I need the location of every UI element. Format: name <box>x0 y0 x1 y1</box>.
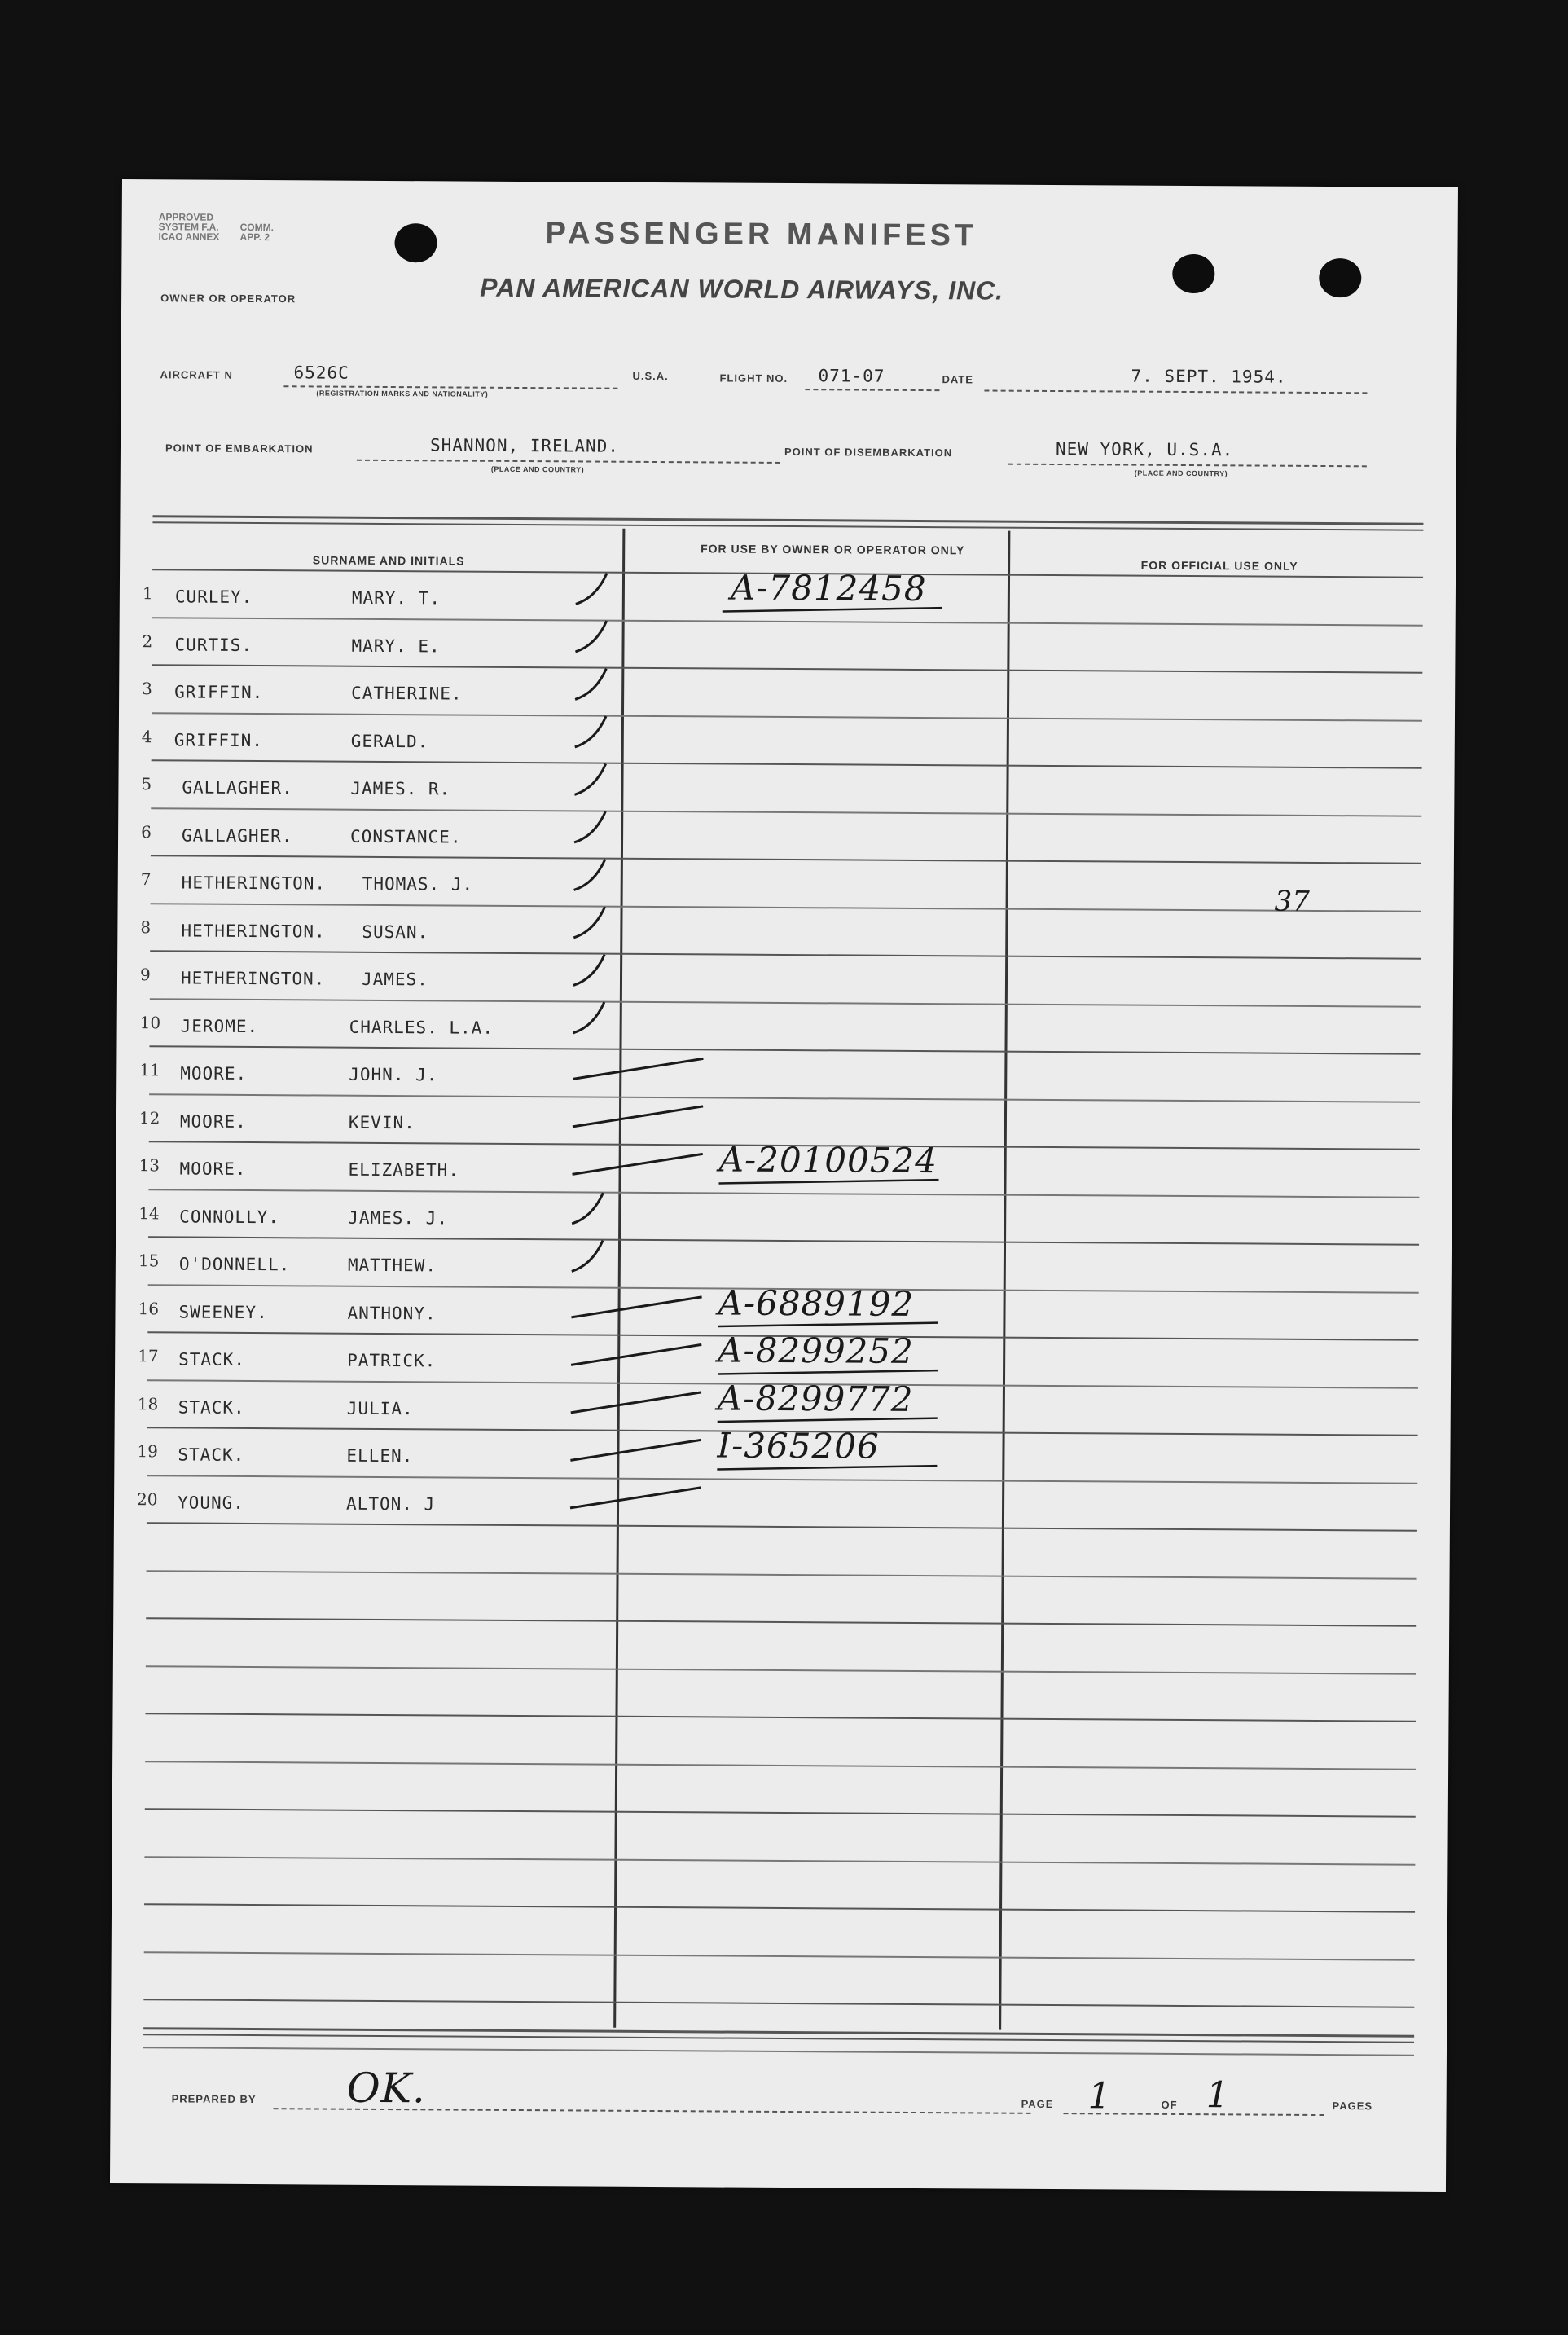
official-column-header: FOR OFFICIAL USE ONLY <box>1140 558 1298 573</box>
passenger-surname: STACK. <box>178 1349 246 1370</box>
passenger-given-names: MARY. T. <box>351 587 441 609</box>
row-number: 9 <box>139 965 151 985</box>
check-mark <box>575 716 606 747</box>
row-number: 15 <box>138 1251 160 1271</box>
passenger-surname: MOORE. <box>179 1159 247 1179</box>
embarkation-caption: (PLACE AND COUNTRY) <box>490 464 585 474</box>
passenger-surname: HETHERINGTON. <box>181 920 326 942</box>
passenger-given-names: ELLEN. <box>346 1445 414 1467</box>
passenger-surname: HETHERINGTON. <box>181 873 327 894</box>
passenger-given-names: JAMES. J. <box>348 1207 449 1228</box>
prepared-by-label: PREPARED BY <box>171 2092 257 2106</box>
row-number: 8 <box>140 917 152 937</box>
official-mark: 37 <box>1274 885 1310 918</box>
check-mark <box>573 1153 703 1175</box>
passenger-given-names: CHARLES. L.A. <box>349 1017 494 1038</box>
owner-use-note: A-8299252 <box>718 1330 914 1371</box>
embarkation-value: SHANNON, IRELAND. <box>429 435 620 456</box>
owner-use-note: A-20100524 <box>718 1139 938 1181</box>
manifest-sheet <box>110 179 1458 2192</box>
check-mark <box>573 1106 703 1128</box>
row-number: 17 <box>138 1346 159 1366</box>
page-value: 1 <box>1087 2075 1111 2117</box>
passenger-surname: STACK. <box>178 1445 245 1465</box>
flight-label: FLIGHT NO. <box>719 372 788 385</box>
note-underline <box>718 1369 938 1375</box>
passenger-surname: JEROME. <box>180 1015 259 1036</box>
passenger-surname: GALLAGHER. <box>182 777 293 798</box>
row-number: 1 <box>142 583 153 604</box>
passenger-given-names: CONSTANCE. <box>350 826 462 847</box>
owner-label: OWNER OR OPERATOR <box>160 292 296 306</box>
note-underline <box>723 607 942 613</box>
check-mark <box>573 1058 703 1080</box>
row-number: 11 <box>139 1060 160 1080</box>
passenger-given-names: JAMES. <box>361 969 428 990</box>
passenger-surname: CONNOLLY. <box>179 1206 280 1227</box>
check-mark <box>575 621 606 652</box>
passenger-given-names: PATRICK. <box>347 1350 437 1371</box>
approval-line: SYSTEM F.A. <box>158 221 219 233</box>
row-number: 16 <box>138 1298 160 1318</box>
disembarkation-label: POINT OF DISEMBARKATION <box>784 445 953 460</box>
passenger-given-names: KEVIN. <box>348 1112 415 1132</box>
owner-use-note: A-6889192 <box>718 1282 915 1324</box>
check-mark <box>570 1439 701 1461</box>
passenger-given-names: ALTON. J <box>346 1493 436 1514</box>
note-underline <box>718 1417 938 1423</box>
row-number: 20 <box>137 1489 158 1509</box>
approval-line: APPROVED <box>158 211 214 223</box>
pages-label: PAGES <box>1332 2100 1373 2113</box>
date-label: DATE <box>942 373 974 386</box>
row-number: 5 <box>141 774 152 794</box>
check-mark <box>575 668 606 699</box>
row-number: 19 <box>137 1441 158 1462</box>
approval-line: COMM. <box>239 221 275 234</box>
aircraft-value: 6526C <box>293 363 349 383</box>
nationality: U.S.A. <box>632 369 669 383</box>
surname-column-header: SURNAME AND INITIALS <box>312 553 465 568</box>
passenger-surname: CURTIS. <box>174 634 253 655</box>
row-number: 3 <box>142 679 152 699</box>
disembarkation-value: NEW YORK, U.S.A. <box>1055 439 1234 460</box>
passenger-given-names: GERALD. <box>350 731 429 751</box>
row-number: 13 <box>138 1155 160 1176</box>
passenger-surname: O'DONNELL. <box>178 1254 291 1275</box>
passenger-given-names: MARY. E. <box>351 635 441 656</box>
of-label: OF <box>1161 2098 1178 2111</box>
check-mark <box>574 859 605 890</box>
passenger-given-names: ELIZABETH. <box>348 1159 460 1181</box>
check-mark <box>573 907 604 938</box>
check-mark <box>573 954 604 985</box>
check-mark <box>570 1487 701 1509</box>
passenger-surname: CURLEY. <box>174 587 253 607</box>
row-number: 14 <box>138 1203 160 1223</box>
check-mark <box>571 1296 701 1318</box>
note-underline <box>717 1464 937 1471</box>
owner-use-note: I-365206 <box>717 1425 880 1467</box>
check-mark <box>572 1240 603 1271</box>
passenger-given-names: MATTHEW. <box>347 1255 437 1276</box>
passenger-surname: HETHERINGTON. <box>180 968 326 989</box>
registration-caption: (REGISTRATION MARKS AND NATIONALITY) <box>316 389 489 398</box>
passenger-surname: SWEENEY. <box>178 1301 268 1322</box>
passenger-given-names: JAMES. R. <box>350 778 451 799</box>
passenger-given-names: JULIA. <box>346 1398 414 1418</box>
page-title: PASSENGER MANIFEST <box>545 216 978 253</box>
check-mark <box>574 811 605 842</box>
check-marks <box>110 179 1458 2192</box>
note-underline <box>718 1178 938 1185</box>
approval-line: ICAO ANNEX <box>158 231 220 243</box>
row-number: 2 <box>142 631 153 651</box>
passenger-given-names: JOHN. J. <box>349 1064 438 1085</box>
passenger-given-names: ANTHONY. <box>347 1303 437 1323</box>
disembarkation-caption: (PLACE AND COUNTRY) <box>1134 468 1228 478</box>
passenger-surname: MOORE. <box>179 1110 247 1132</box>
passenger-given-names: THOMAS. J. <box>362 873 474 895</box>
owner-use-note: A-8299772 <box>717 1377 914 1419</box>
row-number: 12 <box>138 1107 160 1128</box>
passenger-surname: GRIFFIN. <box>174 682 264 703</box>
date-value: 7. SEPT. 1954. <box>1131 366 1287 387</box>
row-number: 10 <box>139 1012 161 1032</box>
note-underline <box>718 1321 938 1328</box>
passenger-given-names: SUSAN. <box>362 921 429 942</box>
check-mark <box>571 1392 701 1414</box>
check-mark <box>573 1002 604 1033</box>
passenger-surname: STACK. <box>178 1396 245 1418</box>
of-value: 1 <box>1206 2074 1229 2117</box>
check-mark <box>576 573 607 604</box>
passenger-surname: GRIFFIN. <box>173 729 264 750</box>
passenger-given-names: CATHERINE. <box>351 683 463 704</box>
passenger-surname: YOUNG. <box>178 1492 245 1513</box>
row-number: 7 <box>140 869 152 890</box>
check-mark <box>574 763 605 794</box>
row-number: 4 <box>141 726 152 746</box>
owner-use-note: A-7812458 <box>730 567 927 609</box>
passenger-surname: MOORE. <box>180 1063 248 1084</box>
aircraft-label: AIRCRAFT N <box>160 368 234 381</box>
row-number: 6 <box>141 821 152 842</box>
check-mark <box>572 1193 603 1224</box>
row-number: 18 <box>137 1393 159 1414</box>
approval-line: APP. 2 <box>239 231 270 244</box>
flight-value: 071-07 <box>818 366 885 386</box>
owner-column-header: FOR USE BY OWNER OR OPERATOR ONLY <box>701 542 965 557</box>
page-label: PAGE <box>1021 2097 1054 2111</box>
prepared-by-signature: OK. <box>346 2064 427 2113</box>
embarkation-label: POINT OF EMBARKATION <box>165 442 314 455</box>
passenger-surname: GALLAGHER. <box>182 825 293 846</box>
airline-name: PAN AMERICAN WORLD AIRWAYS, INC. <box>480 272 1004 306</box>
check-mark <box>571 1343 701 1365</box>
